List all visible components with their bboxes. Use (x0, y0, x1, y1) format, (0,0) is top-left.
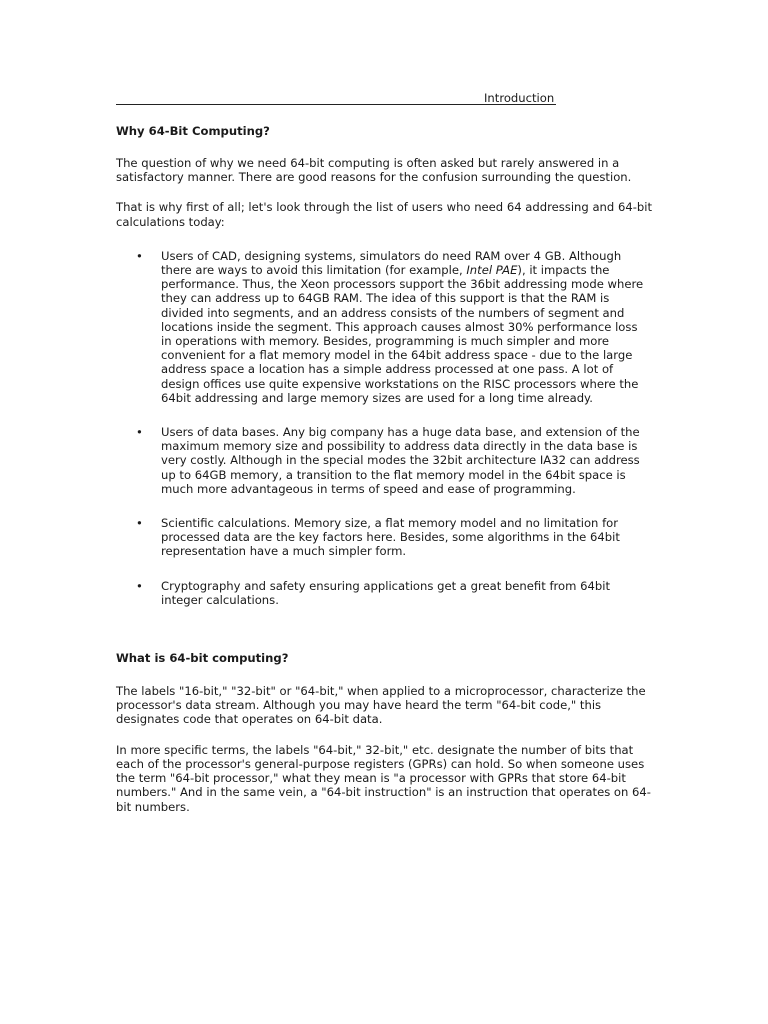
paragraph-labels: The labels "16-bit," "32-bit" or "64-bit," when applied to a microprocessor, characterize the processor's data stream. Although you may have heard the term "64-bit code," this designates code that operates on 64-bit data. (116, 684, 646, 727)
list-item (116, 579, 648, 607)
list-item-text: Users of data bases. Any big company has a huge data base, and extension of the maximum memory size and possibility to address data directly in the data base is very costly. Although in the special modes the 32bit architecture IA32 can address up to 64GB memory, a transition to the flat memory model in the 64bit space is much more advantageous in terms of speed and ease of programming. (161, 425, 640, 496)
paragraph-specific-terms: In more specific terms, the labels "64-bit," 32-bit," etc. designate the number of bits that each of the processor's general-purpose registers (GPRs) can hold. So when someone uses the term "64-bit processor," what they mean is "a processor with GPRs that store 64-bit numbers." And in the same vein, a "64-bit instruction" is an instruction that operates on 64-bit numbers. (116, 742, 651, 814)
emphasis-text: Intel PAE (466, 263, 518, 278)
bullet-icon: • (136, 516, 143, 531)
users-bullet-list (116, 249, 656, 607)
list-item (116, 249, 648, 405)
section-heading-what: What is 64-bit computing? (116, 651, 289, 666)
running-header-title: Introduction (484, 91, 555, 105)
paragraph-users-list-intro: That is why first of all; let's look through the list of users who need 64 addressing and 64-bit calculations today: (116, 200, 653, 229)
list-item-text: Scientific calculations. Memory size, a flat memory model and no limitation for processed data are the key factors here. Besides, some algorithms in the 64bit representation have a much simpler form. (161, 516, 620, 559)
bullet-icon: • (136, 248, 143, 263)
list-item-text: Users of CAD, designing systems, simulators do need RAM over 4 GB. Although there are ways to avoid this limitation (for example, Intel PAE), it impacts the performance. Thus, the Xeon processors support the 36bit addressing mode where they can address up to 64GB RAM. The idea of this support is that the RAM is divided into segments, and an address consists of the numbers of segment and locations inside the segment. This approach causes almost 30% performance loss in operations with memory. Besides, programming is much simpler and more convenient for a flat memory model in the 64bit address space - due to the large address space a location has a simple address processed at one pass. A lot of design offices use quite expensive workstations on the RISC processors where the 64bit addressing and large memory sizes are used for a long time already. (161, 248, 644, 405)
paragraph-why-intro: The question of why we need 64-bit computing is often asked but rarely answered in a satisfactory manner. There are good reasons for the confusion surrounding the question. (116, 156, 632, 185)
list-item (116, 425, 648, 496)
list-item-text: Cryptography and safety ensuring applications get a great benefit from 64bit integer calculations. (161, 578, 610, 607)
document-body (116, 124, 656, 814)
section-heading-why: Why 64-Bit Computing? (116, 124, 270, 138)
bullet-icon: • (136, 578, 143, 593)
bullet-icon: • (136, 425, 143, 440)
list-item (116, 516, 648, 559)
section-spacer (116, 627, 656, 651)
